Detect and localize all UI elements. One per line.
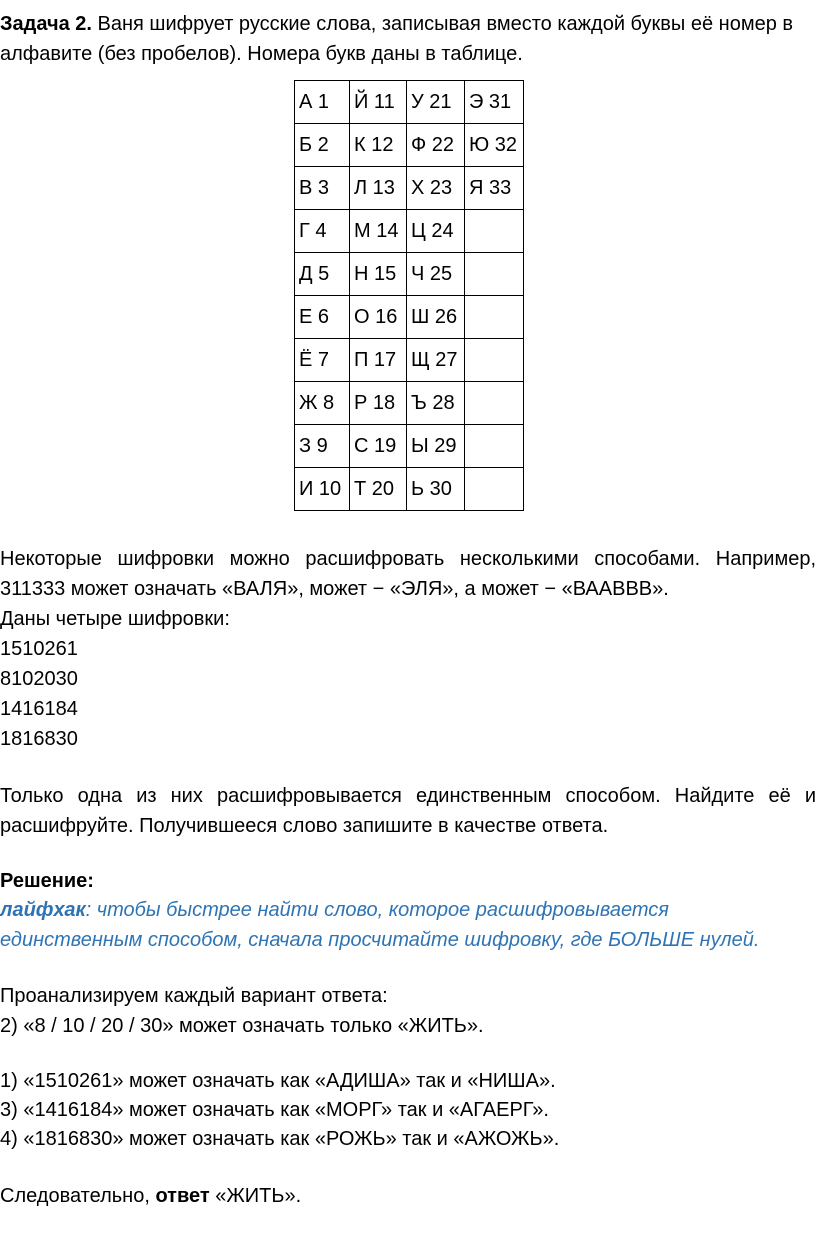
table-cell: Ъ 28	[407, 382, 465, 425]
table-row	[295, 167, 524, 210]
table-cell: Т 20	[350, 468, 407, 511]
para1-line1: Некоторые шифровки можно расшифровать несколькими способами. Например,	[0, 548, 816, 570]
answer-item-1: 1) «1510261» может означать как «АДИША» так и «НИША».	[0, 1070, 556, 1092]
table-cell: И 10	[295, 468, 350, 511]
table-cell: Ь 30	[407, 468, 465, 511]
code-4: 1816830	[0, 728, 78, 750]
code-2: 8102030	[0, 668, 78, 690]
table-cell: О 16	[350, 296, 407, 339]
answer-label: ответ	[155, 1185, 210, 1207]
given-codes-label: Даны четыре шифровки:	[0, 608, 230, 630]
table-row	[295, 81, 524, 124]
table-cell: Ё 7	[295, 339, 350, 382]
table-cell	[465, 296, 524, 339]
task-intro-line1: Задача 2. Ваня шифрует русские слова, записывая вместо каждой буквы её номер в	[0, 13, 794, 35]
table-cell: Р 18	[350, 382, 407, 425]
table-row	[295, 210, 524, 253]
analyze-line: Проанализируем каждый вариант ответа:	[0, 985, 388, 1007]
table-cell: Х 23	[407, 167, 465, 210]
table-cell	[465, 339, 524, 382]
table-row	[295, 468, 524, 511]
table-cell: Ф 22	[407, 124, 465, 167]
code-1: 1510261	[0, 638, 78, 660]
table-cell: Л 13	[350, 167, 407, 210]
table-cell: Е 6	[295, 296, 350, 339]
table-cell: Д 5	[295, 253, 350, 296]
table-cell: Я 33	[465, 167, 524, 210]
task-label: Задача 2.	[0, 13, 92, 35]
table-row	[295, 253, 524, 296]
table-cell: У 21	[407, 81, 465, 124]
table-cell: Э 31	[465, 81, 524, 124]
table-cell: П 17	[350, 339, 407, 382]
table-cell	[465, 468, 524, 511]
answer-item-3: 3) «1416184» может означать как «МОРГ» так и «АГАЕРГ».	[0, 1099, 549, 1121]
table-cell: Ы 29	[407, 425, 465, 468]
table-cell	[465, 425, 524, 468]
table-cell: К 12	[350, 124, 407, 167]
table-cell: Ю 32	[465, 124, 524, 167]
table-cell: А 1	[295, 81, 350, 124]
table-cell: Ч 25	[407, 253, 465, 296]
task-intro-line2: алфавите (без пробелов). Номера букв даны в таблице.	[0, 43, 523, 65]
para1-line2: 311333 может означать «ВАЛЯ», может − «ЭЛЯ», а может − «ВААВВВ».	[0, 578, 669, 600]
tip-line2: единственным способом, сначала просчитайте шифровку, где БОЛЬШЕ нулей.	[0, 929, 760, 951]
table-cell: Щ 27	[407, 339, 465, 382]
table-cell: М 14	[350, 210, 407, 253]
table-cell	[465, 382, 524, 425]
tip-label: лайфхак	[0, 899, 86, 921]
table-cell: Б 2	[295, 124, 350, 167]
para2-line1: Только одна из них расшифровывается единственным способом. Найдите её и	[0, 785, 816, 807]
answer-item-2: 2) «8 / 10 / 20 / 30» может означать только «ЖИТЬ».	[0, 1015, 484, 1037]
tip-line1: лайфхак: чтобы быстрее найти слово, которое расшифровывается	[0, 899, 669, 921]
table-cell: Й 11	[350, 81, 407, 124]
table-cell: Н 15	[350, 253, 407, 296]
table-row	[295, 296, 524, 339]
table-cell: Ж 8	[295, 382, 350, 425]
solution-heading: Решение:	[0, 870, 94, 892]
table-cell: Г 4	[295, 210, 350, 253]
letter-number-table	[294, 80, 524, 511]
table-cell: З 9	[295, 425, 350, 468]
para2-line2: расшифруйте. Получившееся слово запишите в качестве ответа.	[0, 815, 609, 837]
code-3: 1416184	[0, 698, 78, 720]
table-row	[295, 124, 524, 167]
table-row	[295, 339, 524, 382]
answer-item-4: 4) «1816830» может означать как «РОЖЬ» так и «АЖОЖЬ».	[0, 1128, 560, 1150]
table-cell: Ш 26	[407, 296, 465, 339]
table-row	[295, 425, 524, 468]
table-cell: В 3	[295, 167, 350, 210]
table-cell	[465, 253, 524, 296]
table-cell: Ц 24	[407, 210, 465, 253]
table-cell	[465, 210, 524, 253]
table-cell: С 19	[350, 425, 407, 468]
conclusion: Следовательно, ответ «ЖИТЬ».	[0, 1185, 302, 1207]
table-row	[295, 382, 524, 425]
